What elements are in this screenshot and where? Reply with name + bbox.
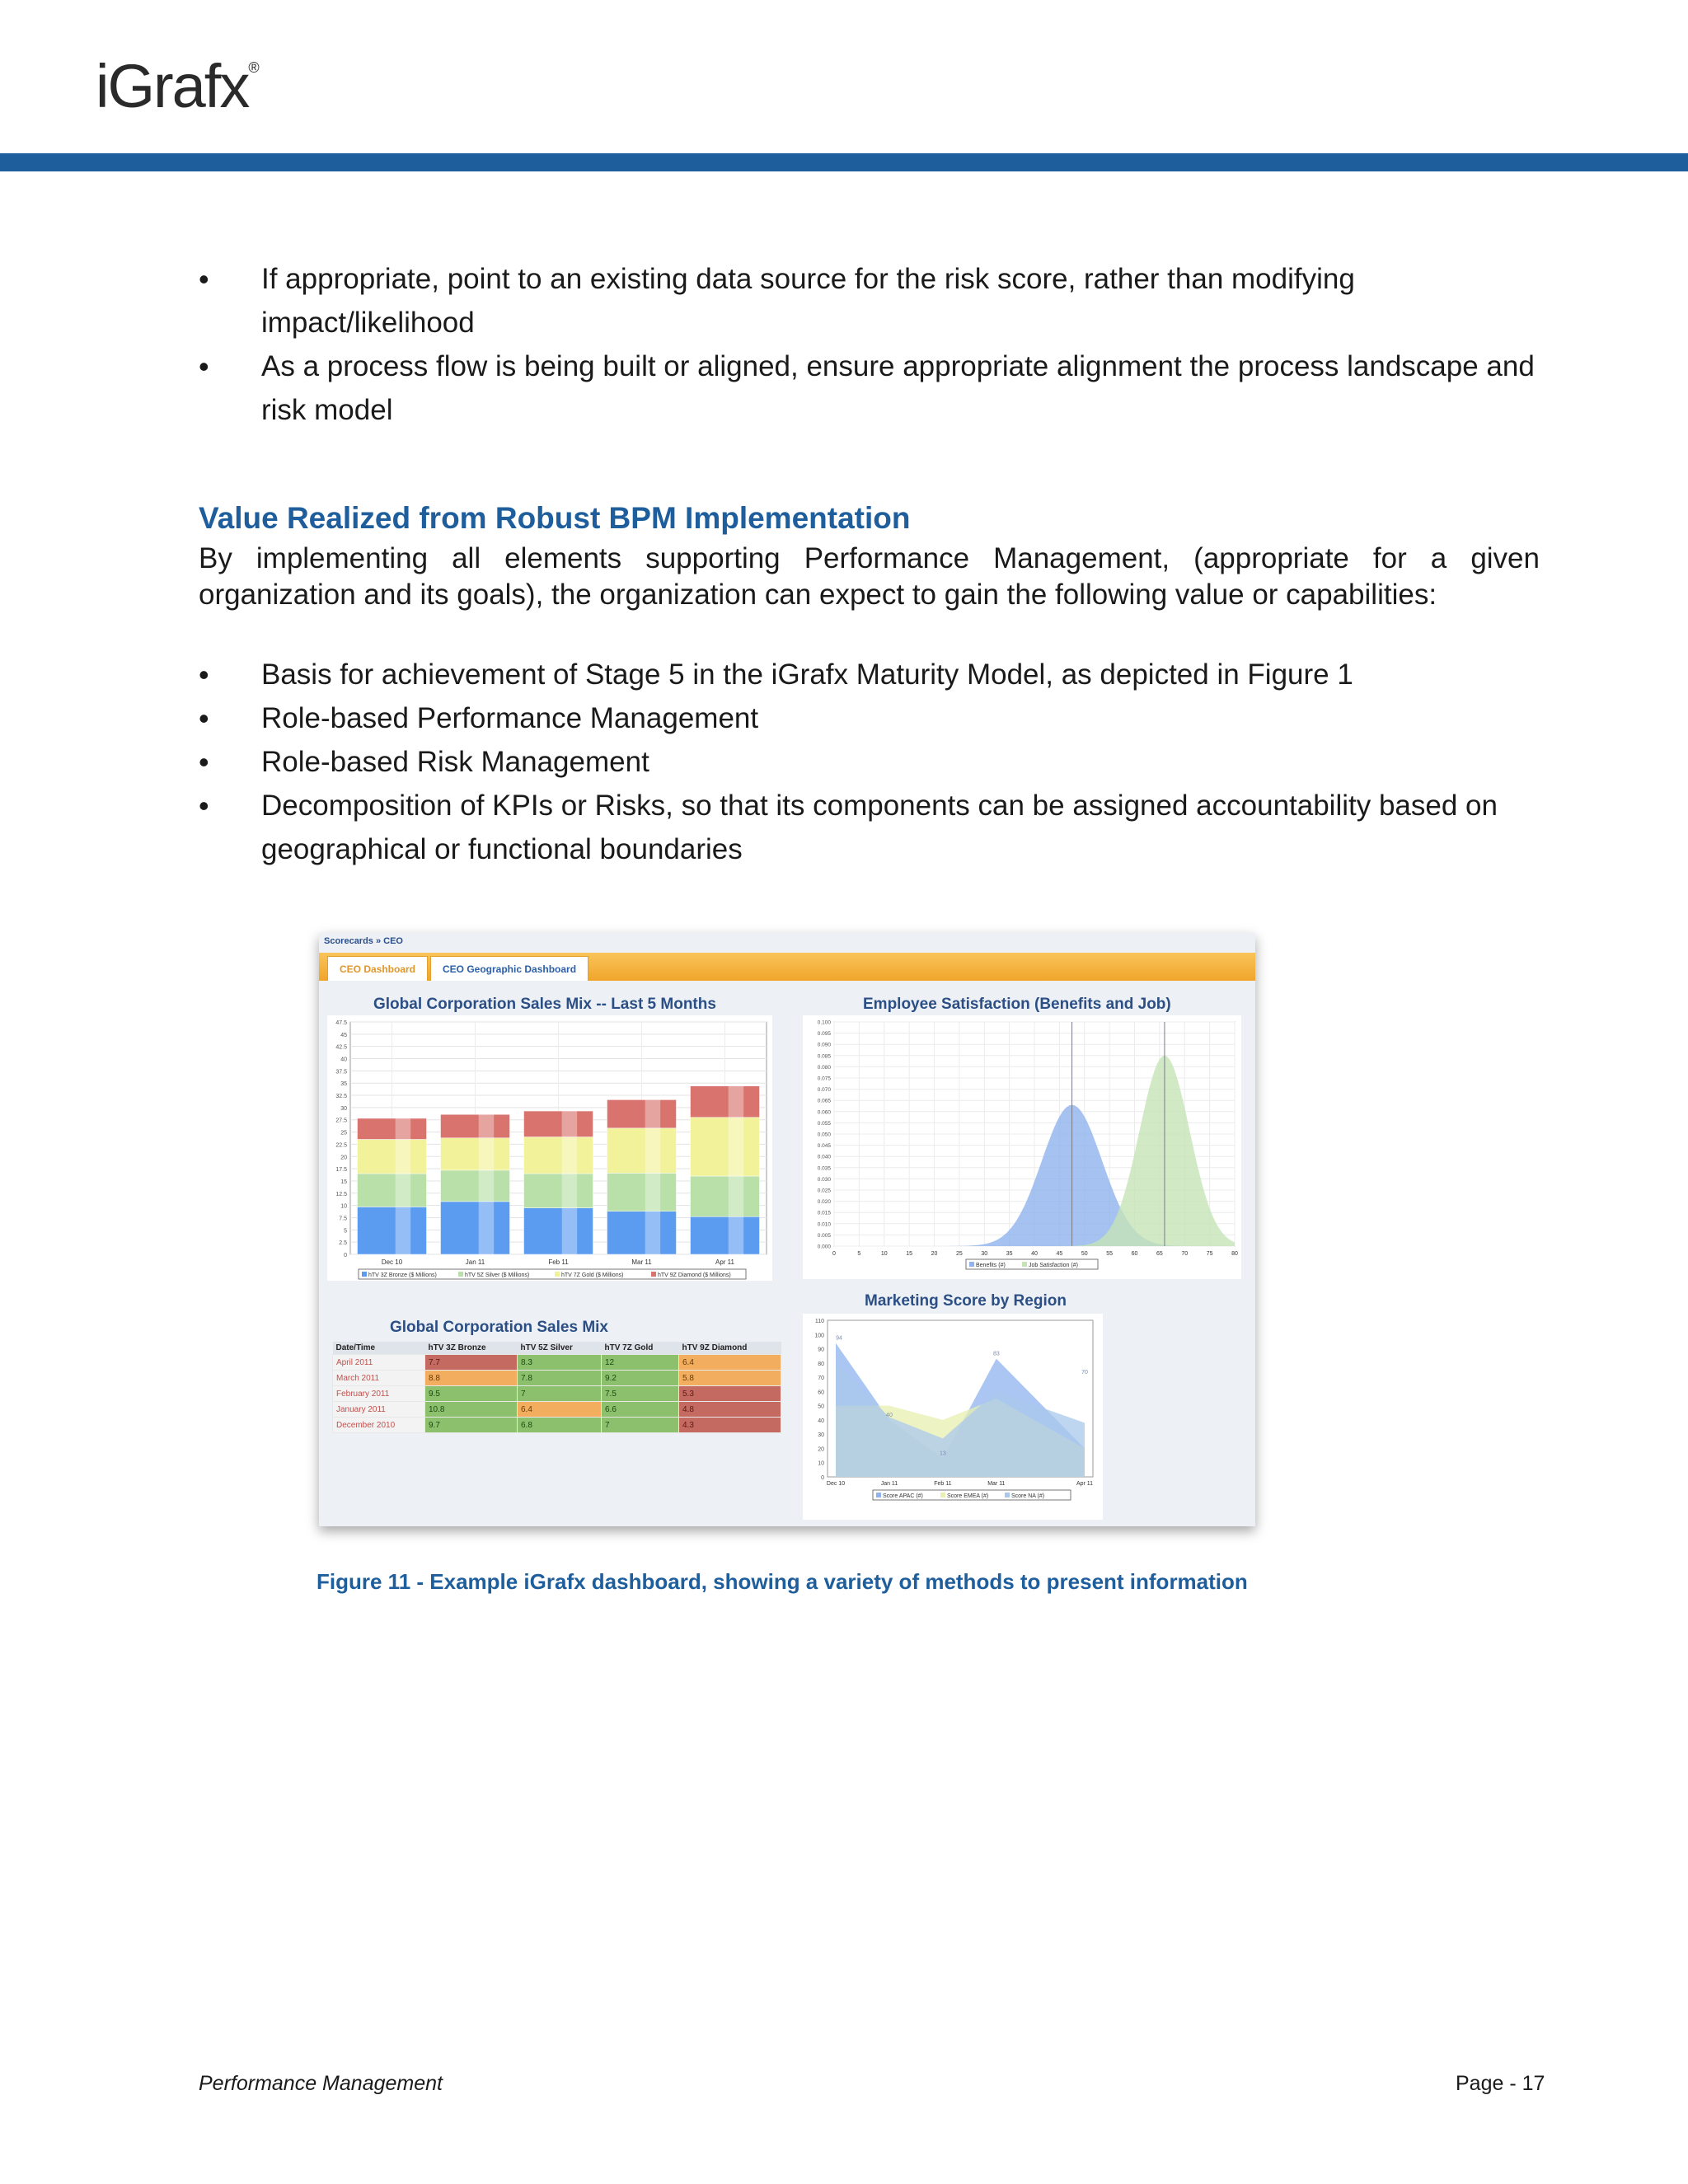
bar-segment <box>441 1170 510 1202</box>
value-cell: 8.8 <box>425 1371 518 1386</box>
x-tick-label: 60 <box>1131 1251 1138 1257</box>
marketing-score-title: Marketing Score by Region <box>865 1292 1067 1310</box>
footer-title: Performance Management <box>199 2072 443 2095</box>
x-tick-label: 70 <box>1181 1251 1189 1257</box>
y-tick-label: 0.050 <box>817 1132 831 1138</box>
y-tick-label: 0.095 <box>817 1031 831 1038</box>
tab-ceo-geographic-dashboard[interactable]: CEO Geographic Dashboard <box>430 956 588 981</box>
y-tick-label: 0.080 <box>817 1064 831 1071</box>
data-label: 40 <box>886 1412 893 1418</box>
value-cell: 9.5 <box>425 1386 518 1402</box>
value-cell: 7.7 <box>425 1355 518 1371</box>
legend-label: Benefits (#) <box>976 1263 1006 1268</box>
bullet-item: • Role-based Performance Management <box>199 696 1540 740</box>
dashboard-figure <box>319 933 1255 1526</box>
table-header-row <box>333 1342 781 1355</box>
y-tick-label: 0.025 <box>817 1188 831 1194</box>
date-cell: January 2011 <box>333 1402 425 1418</box>
x-tick-label: 10 <box>880 1251 888 1257</box>
table-row <box>333 1371 781 1386</box>
data-label: 94 <box>836 1335 842 1342</box>
table-header: hTV 9Z Diamond <box>679 1342 781 1355</box>
table-header: hTV 5Z Silver <box>518 1342 602 1355</box>
bullet-item: • Decomposition of KPIs or Risks, so that its components can be assigned accountability based on geographical or functional boundaries <box>199 784 1540 871</box>
y-tick-label: 40 <box>340 1057 347 1063</box>
x-tick-label: Jan 11 <box>465 1258 485 1266</box>
table-header: Date/Time <box>333 1342 425 1355</box>
breadcrumb[interactable]: Scorecards » CEO <box>324 936 403 946</box>
y-tick-label: 100 <box>814 1333 824 1339</box>
bar-highlight <box>645 1099 660 1127</box>
value-cell: 9.2 <box>602 1371 679 1386</box>
data-label: 83 <box>992 1351 1000 1357</box>
value-cell: 6.8 <box>518 1418 602 1433</box>
table-row <box>333 1402 781 1418</box>
x-tick-label: Jan 11 <box>880 1481 898 1487</box>
date-cell: March 2011 <box>333 1371 425 1386</box>
legend-label: Job Satisfaction (#) <box>1029 1263 1078 1268</box>
x-tick-label: 20 <box>931 1251 938 1257</box>
x-tick-label: 50 <box>1081 1251 1088 1257</box>
employee-satisfaction-title: Employee Satisfaction (Benefits and Job) <box>863 996 1171 1013</box>
value-cell: 7.8 <box>518 1371 602 1386</box>
x-tick-label: 25 <box>955 1251 963 1257</box>
y-tick-label: 50 <box>818 1404 824 1410</box>
x-tick-label: 15 <box>906 1251 913 1257</box>
y-tick-label: 0 <box>821 1475 824 1481</box>
y-tick-label: 30 <box>818 1432 824 1439</box>
bar-segment <box>607 1212 677 1254</box>
bar-highlight <box>396 1139 410 1174</box>
bar-segment <box>524 1208 593 1254</box>
y-tick-label: 20 <box>818 1446 824 1453</box>
bar-highlight <box>479 1170 494 1202</box>
y-tick-label: 110 <box>814 1319 824 1324</box>
bar-segment <box>358 1174 427 1207</box>
section-intro: By implementing all elements supporting Performance Management, (appropriate for a given organization and its goals), the organization can expect to gain the following value or capabilities: <box>199 542 1540 611</box>
bar-segment <box>358 1118 427 1140</box>
y-tick-label: 0.040 <box>817 1154 831 1160</box>
value-cell: 6.4 <box>679 1355 781 1371</box>
marketing-score-chart <box>803 1314 1103 1520</box>
legend-swatch <box>969 1262 974 1267</box>
y-tick-label: 0.020 <box>817 1199 831 1206</box>
bar-highlight <box>396 1118 410 1140</box>
value-cell: 7.5 <box>602 1386 679 1402</box>
table-header: hTV 3Z Bronze <box>425 1342 518 1355</box>
y-tick-label: 80 <box>818 1361 824 1367</box>
bar-highlight <box>729 1176 743 1216</box>
y-tick-label: 0.010 <box>817 1221 831 1228</box>
header-bar <box>0 153 1688 171</box>
bar-segment <box>691 1216 760 1254</box>
y-tick-label: 22.5 <box>335 1142 347 1149</box>
value-cell: 12 <box>602 1355 679 1371</box>
bar-highlight <box>645 1128 660 1174</box>
x-tick-label: 55 <box>1106 1251 1114 1257</box>
value-cell: 8.3 <box>518 1355 602 1371</box>
bar-segment <box>441 1202 510 1254</box>
legend-label: hTV 3Z Bronze ($ Millions) <box>368 1272 437 1278</box>
bullet-item: • Basis for achievement of Stage 5 in the iGrafx Maturity Model, as depicted in Figure 1 <box>199 653 1540 696</box>
y-tick-label: 40 <box>818 1418 824 1424</box>
legend-swatch <box>940 1493 945 1497</box>
y-tick-label: 0.015 <box>817 1210 831 1216</box>
x-tick-label: 30 <box>981 1251 988 1257</box>
x-tick-label: Feb 11 <box>934 1481 952 1487</box>
y-tick-label: 10 <box>340 1203 347 1210</box>
y-tick-label: 47.5 <box>335 1020 347 1026</box>
legend-label: hTV 9Z Diamond ($ Millions) <box>658 1272 731 1278</box>
y-tick-label: 27.5 <box>335 1118 347 1124</box>
table-row <box>333 1418 781 1433</box>
x-tick-label: 0 <box>832 1251 836 1257</box>
x-tick-label: 40 <box>1031 1251 1038 1257</box>
x-tick-label: 75 <box>1206 1251 1213 1257</box>
y-tick-label: 12.5 <box>335 1191 347 1197</box>
value-cell: 4.3 <box>679 1418 781 1433</box>
x-tick-label: Mar 11 <box>987 1481 1006 1487</box>
y-tick-label: 2.5 <box>339 1240 347 1247</box>
y-tick-label: 0.000 <box>817 1244 831 1250</box>
y-tick-label: 0 <box>344 1253 347 1258</box>
legend-swatch <box>555 1272 560 1277</box>
bar-highlight <box>396 1174 410 1207</box>
bullet-item: • As a process flow is being built or aligned, ensure appropriate alignment the process landscape and risk model <box>199 344 1540 432</box>
x-tick-label: Dec 10 <box>826 1481 846 1487</box>
bar-highlight <box>479 1138 494 1170</box>
bar-segment <box>524 1174 593 1208</box>
y-tick-label: 30 <box>340 1105 347 1112</box>
data-label: 13 <box>939 1451 946 1457</box>
y-tick-label: 45 <box>340 1032 347 1038</box>
bar-highlight <box>729 1086 743 1118</box>
page-number: Page - 17 <box>1456 2072 1545 2095</box>
bar-highlight <box>562 1137 577 1174</box>
date-cell: February 2011 <box>333 1386 425 1402</box>
top-bullet-list <box>199 257 1540 432</box>
bar-segment <box>691 1118 760 1176</box>
y-tick-label: 20 <box>340 1155 347 1161</box>
bar-segment <box>607 1128 677 1174</box>
x-tick-label: 5 <box>857 1251 861 1257</box>
sales-mix-table-title: Global Corporation Sales Mix <box>390 1319 608 1336</box>
x-tick-label: Feb 11 <box>548 1258 569 1266</box>
x-tick-label: Dec 10 <box>381 1258 403 1266</box>
table-row <box>333 1386 781 1402</box>
date-cell: April 2011 <box>333 1355 425 1371</box>
value-cell: 10.8 <box>425 1402 518 1418</box>
legend-swatch <box>458 1272 463 1277</box>
legend-label: Score EMEA (#) <box>947 1493 989 1499</box>
value-cell: 5.3 <box>679 1386 781 1402</box>
y-tick-label: 7.5 <box>339 1216 347 1222</box>
bar-highlight <box>729 1216 743 1254</box>
sales-mix-bar-chart <box>327 1015 772 1394</box>
bar-segment <box>358 1207 427 1254</box>
bar-highlight <box>479 1202 494 1254</box>
value-cell: 6.4 <box>518 1402 602 1418</box>
x-tick-label: 45 <box>1056 1251 1063 1257</box>
bar-highlight <box>479 1114 494 1137</box>
y-tick-label: 0.065 <box>817 1098 831 1104</box>
x-tick-label: Mar 11 <box>631 1258 652 1266</box>
x-tick-label: 80 <box>1231 1251 1238 1257</box>
y-tick-label: 0.030 <box>817 1176 831 1183</box>
bullet-item: • If appropriate, point to an existing data source for the risk score, rather than modifying impact/likelihood <box>199 257 1540 344</box>
y-tick-label: 37.5 <box>335 1069 347 1076</box>
bar-segment <box>441 1114 510 1137</box>
y-tick-label: 0.005 <box>817 1232 831 1239</box>
figure-caption: Figure 11 - Example iGrafx dashboard, showing a variety of methods to present information <box>316 1569 1248 1594</box>
y-tick-label: 25 <box>340 1130 347 1137</box>
y-tick-label: 0.045 <box>817 1143 831 1150</box>
bar-segment <box>607 1173 677 1211</box>
y-tick-label: 0.100 <box>817 1019 831 1026</box>
bar-highlight <box>396 1207 410 1254</box>
y-tick-label: 0.035 <box>817 1165 831 1172</box>
legend-swatch <box>1005 1493 1010 1497</box>
value-cell: 7 <box>602 1418 679 1433</box>
y-tick-label: 15 <box>340 1179 347 1185</box>
y-tick-label: 10 <box>818 1460 824 1467</box>
date-cell: December 2010 <box>333 1418 425 1433</box>
y-tick-label: 17.5 <box>335 1167 347 1174</box>
bar-segment <box>358 1139 427 1174</box>
bar-highlight <box>729 1118 743 1176</box>
y-tick-label: 60 <box>818 1390 824 1396</box>
value-cell: 9.7 <box>425 1418 518 1433</box>
bar-highlight <box>645 1212 660 1254</box>
bar-segment <box>524 1137 593 1174</box>
y-tick-label: 35 <box>340 1081 347 1088</box>
bullet-item: • Role-based Risk Management <box>199 740 1540 784</box>
x-tick-label: Apr 11 <box>715 1258 734 1266</box>
value-bullet-list <box>199 653 1540 871</box>
y-tick-label: 90 <box>818 1347 824 1353</box>
y-tick-label: 5 <box>344 1228 347 1235</box>
bar-highlight <box>645 1173 660 1211</box>
value-cell: 6.6 <box>602 1402 679 1418</box>
y-tick-label: 0.075 <box>817 1076 831 1082</box>
data-label: 70 <box>1081 1370 1088 1376</box>
y-tick-label: 0.060 <box>817 1109 831 1116</box>
legend-swatch <box>876 1493 881 1497</box>
bar-highlight <box>562 1208 577 1254</box>
bar-segment <box>524 1111 593 1137</box>
bar-highlight <box>562 1174 577 1208</box>
y-tick-label: 0.085 <box>817 1053 831 1060</box>
value-cell: 4.8 <box>679 1402 781 1418</box>
bar-highlight <box>562 1111 577 1137</box>
y-tick-label: 0.055 <box>817 1120 831 1127</box>
igrafx-logo: iGrafx® <box>96 52 260 120</box>
y-tick-label: 42.5 <box>335 1044 347 1051</box>
legend-label: hTV 7Z Gold ($ Millions) <box>561 1272 624 1278</box>
bar-segment <box>691 1086 760 1118</box>
legend-label: Score NA (#) <box>1011 1493 1045 1499</box>
legend-swatch <box>362 1272 367 1277</box>
bar-segment <box>441 1138 510 1170</box>
legend-swatch <box>651 1272 656 1277</box>
bar-segment <box>691 1176 760 1216</box>
employee-satisfaction-chart <box>803 1015 1241 1279</box>
x-tick-label: 35 <box>1006 1251 1013 1257</box>
y-tick-label: 32.5 <box>335 1094 347 1100</box>
x-tick-label: 65 <box>1156 1251 1163 1257</box>
tab-ceo-dashboard[interactable]: CEO Dashboard <box>327 956 428 981</box>
value-cell: 5.8 <box>679 1371 781 1386</box>
table-header: hTV 7Z Gold <box>602 1342 679 1355</box>
x-tick-label: Apr 11 <box>1076 1481 1094 1487</box>
legend-swatch <box>1022 1262 1027 1267</box>
table-row <box>333 1355 781 1371</box>
sales-mix-chart-title: Global Corporation Sales Mix -- Last 5 Months <box>373 996 716 1013</box>
legend-label: hTV 5Z Silver ($ Millions) <box>465 1272 530 1278</box>
legend-label: Score APAC (#) <box>883 1493 923 1499</box>
y-tick-label: 70 <box>818 1376 824 1382</box>
y-tick-label: 0.090 <box>817 1042 831 1048</box>
value-cell: 7 <box>518 1386 602 1402</box>
y-tick-label: 0.070 <box>817 1087 831 1094</box>
bar-segment <box>607 1099 677 1127</box>
sales-mix-table <box>332 1342 781 1433</box>
section-heading: Value Realized from Robust BPM Implementation <box>199 501 911 535</box>
